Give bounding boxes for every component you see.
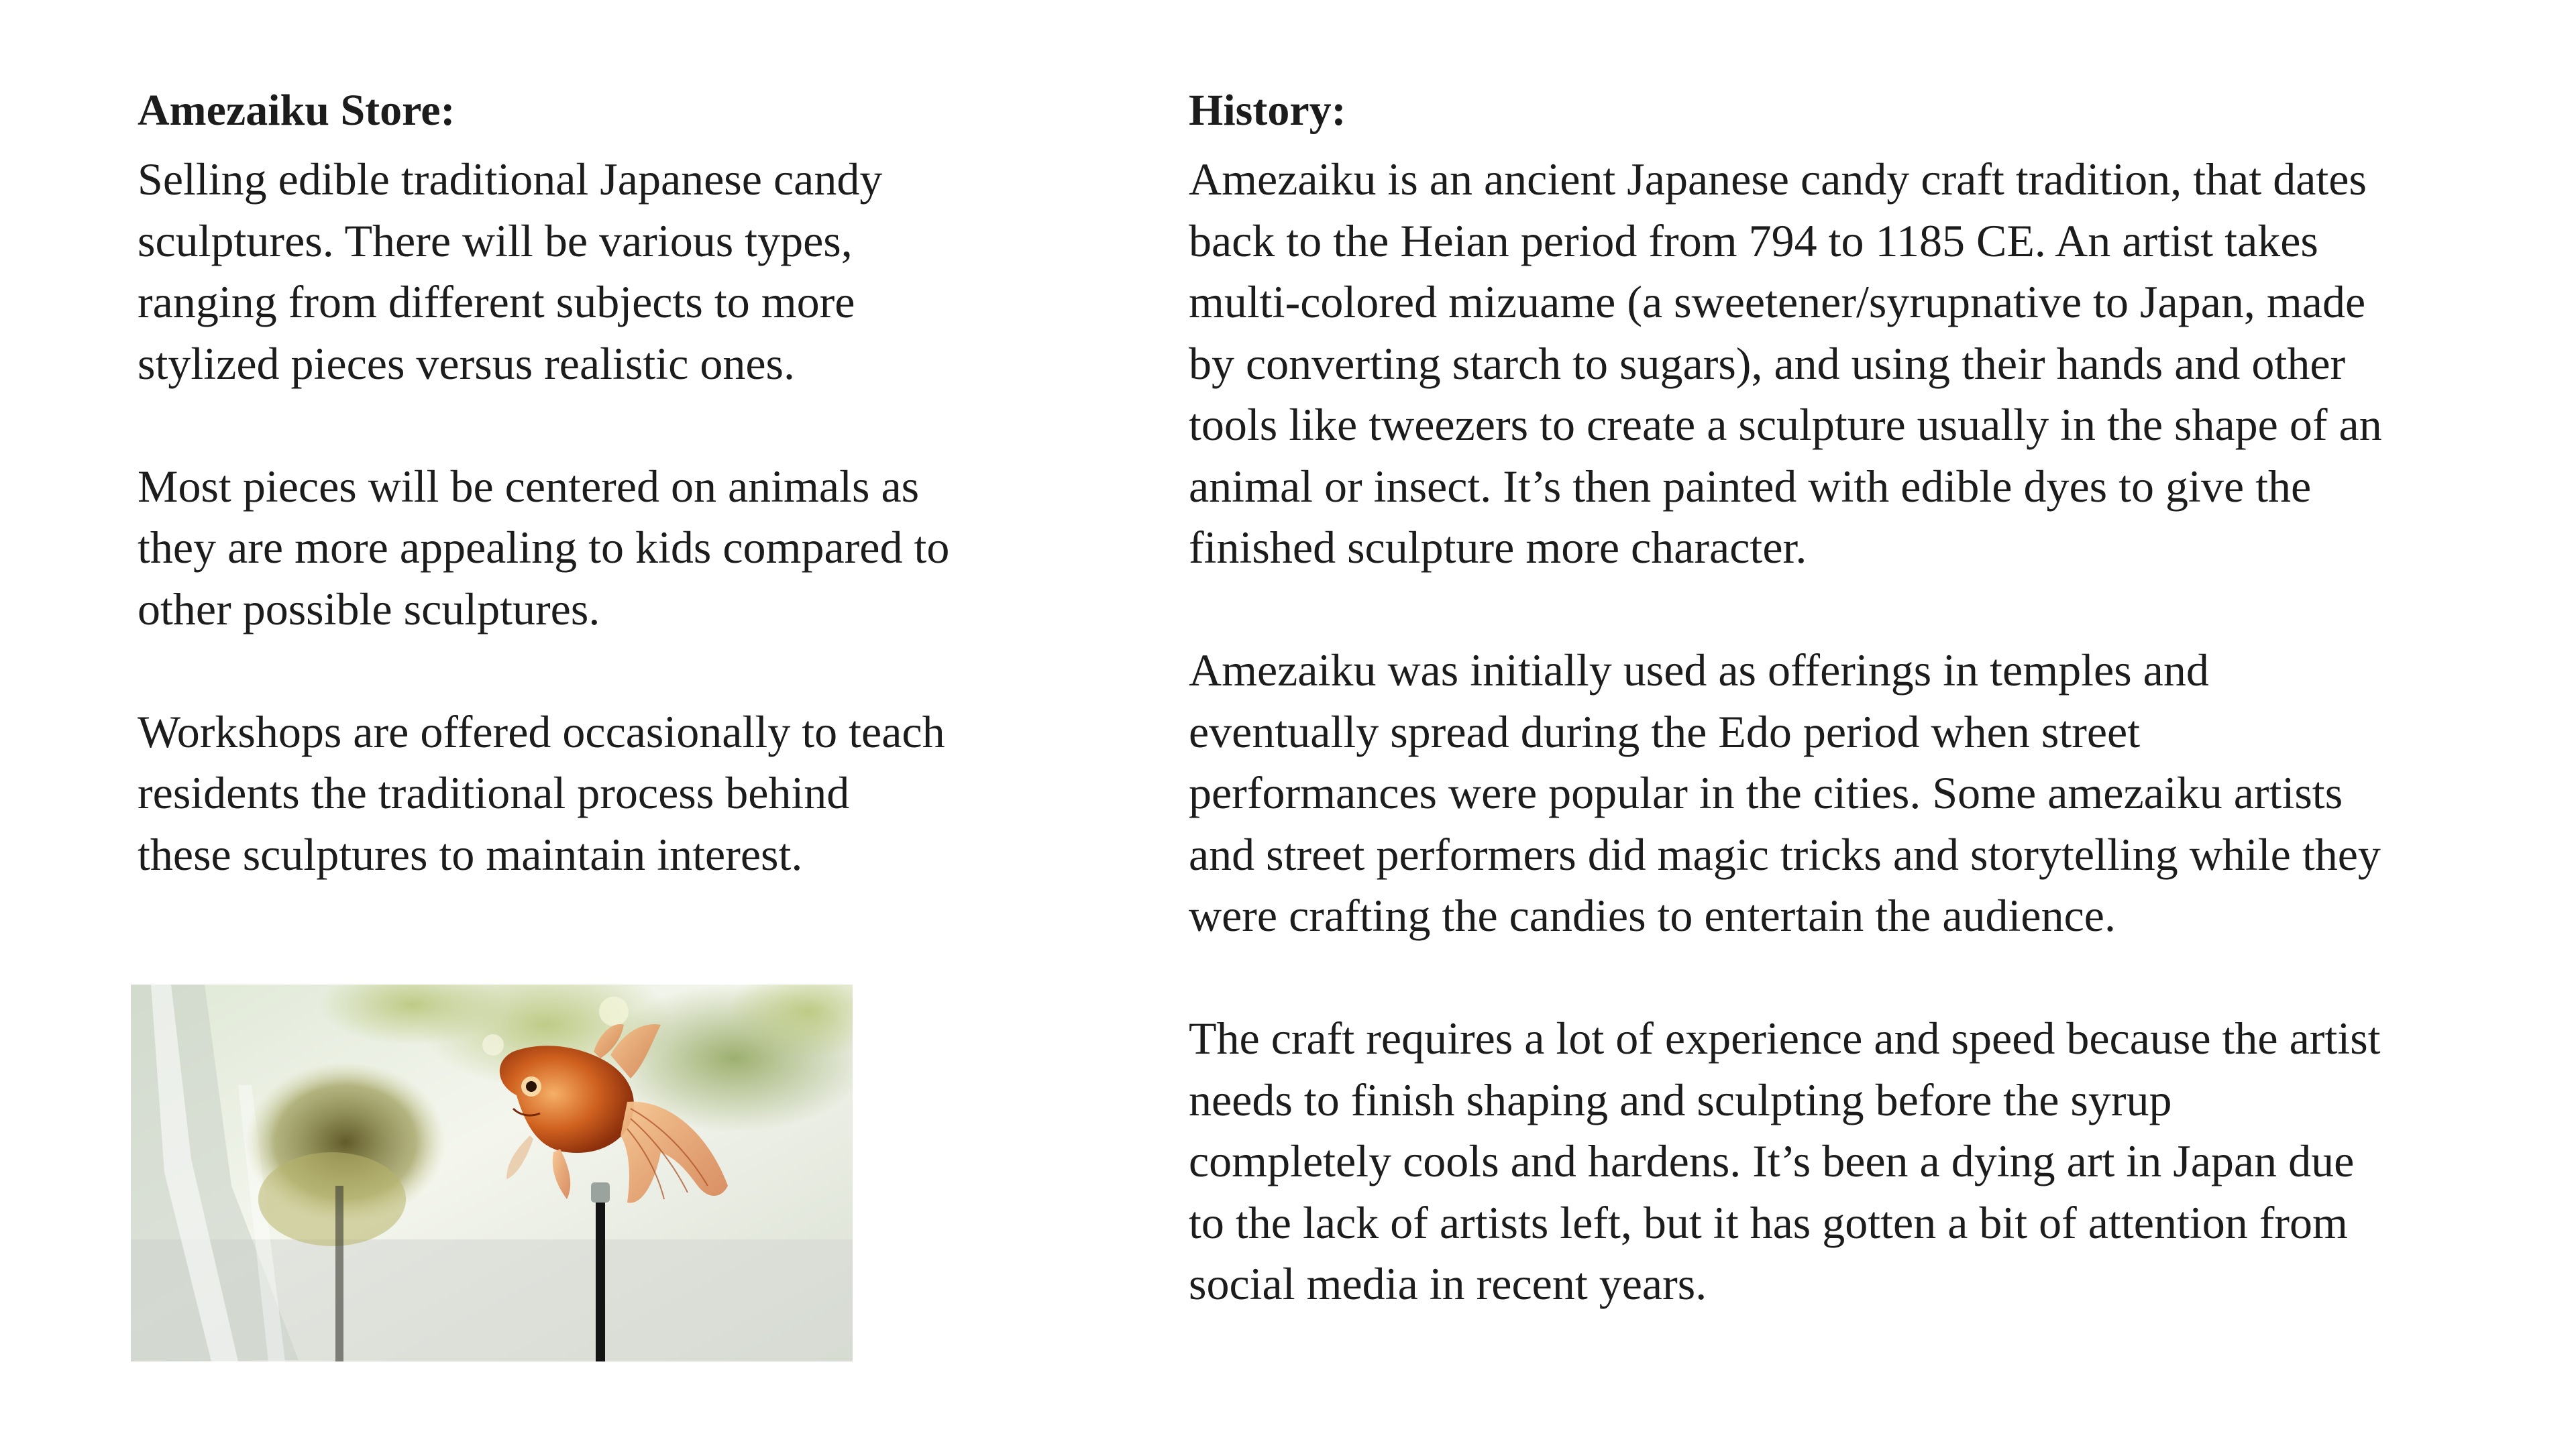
- text-line: ranging from different subjects to more: [138, 276, 855, 327]
- text-line: sculptures. There will be various types,: [138, 215, 853, 266]
- store-paragraph-2: [138, 456, 1090, 641]
- text-line: residents the traditional process behind: [138, 767, 850, 818]
- store-paragraph-1: [138, 149, 1090, 394]
- text-line: to the lack of artists left, but it has gotten a bit of attention from: [1189, 1196, 2348, 1248]
- text-line: needs to finish shaping and sculpting before the syrup: [1189, 1074, 2172, 1125]
- store-paragraph-3: [138, 702, 1090, 886]
- text-line: multi-colored mizuame (a sweetener/syrupnative to Japan, made: [1189, 276, 2366, 327]
- history-paragraph-1: [1189, 149, 2504, 579]
- goldfish-candy-photo: [131, 985, 853, 1361]
- history-paragraph-3: [1189, 1008, 2504, 1315]
- history-column: [1189, 80, 2504, 1376]
- store-column: [138, 80, 1090, 947]
- text-line: completely cools and hardens. It’s been a dying art in Japan due: [1189, 1135, 2355, 1186]
- store-heading: Amezaiku Store:: [138, 86, 455, 135]
- text-line: were crafting the candies to entertain the audience.: [1189, 890, 2116, 941]
- text-line: by converting starch to sugars), and using their hands and other: [1189, 337, 2346, 389]
- text-line: they are more appealing to kids compared to: [138, 522, 950, 573]
- text-line: The craft requires a lot of experience and speed because the artist: [1189, 1013, 2381, 1064]
- text-line: Workshops are offered occasionally to teach: [138, 706, 945, 757]
- text-line: back to the Heian period from 794 to 1185 CE. An artist takes: [1189, 215, 2318, 266]
- text-line: tools like tweezers to create a sculpture usually in the shape of an: [1189, 399, 2382, 450]
- text-line: Most pieces will be centered on animals as: [138, 460, 920, 512]
- text-line: finished sculpture more character.: [1189, 522, 1807, 573]
- text-line: social media in recent years.: [1189, 1258, 1707, 1309]
- text-line: stylized pieces versus realistic ones.: [138, 337, 796, 389]
- history-paragraph-2: [1189, 640, 2504, 947]
- text-line: eventually spread during the Edo period when street: [1189, 706, 2141, 757]
- history-heading: History:: [1189, 86, 1346, 135]
- text-line: Selling edible traditional Japanese candy: [138, 154, 883, 205]
- text-line: performances were popular in the cities. Some amezaiku artists: [1189, 767, 2343, 818]
- text-line: these sculptures to maintain interest.: [138, 828, 803, 880]
- text-line: Amezaiku is an ancient Japanese candy craft tradition, that dates: [1189, 154, 2367, 205]
- text-line: Amezaiku was initially used as offerings in temples and: [1189, 645, 2209, 695]
- text-line: other possible sculptures.: [138, 583, 600, 634]
- text-line: animal or insect. It’s then painted with edible dyes to give the: [1189, 460, 2312, 512]
- text-line: and street performers did magic tricks and storytelling while they: [1189, 828, 2381, 880]
